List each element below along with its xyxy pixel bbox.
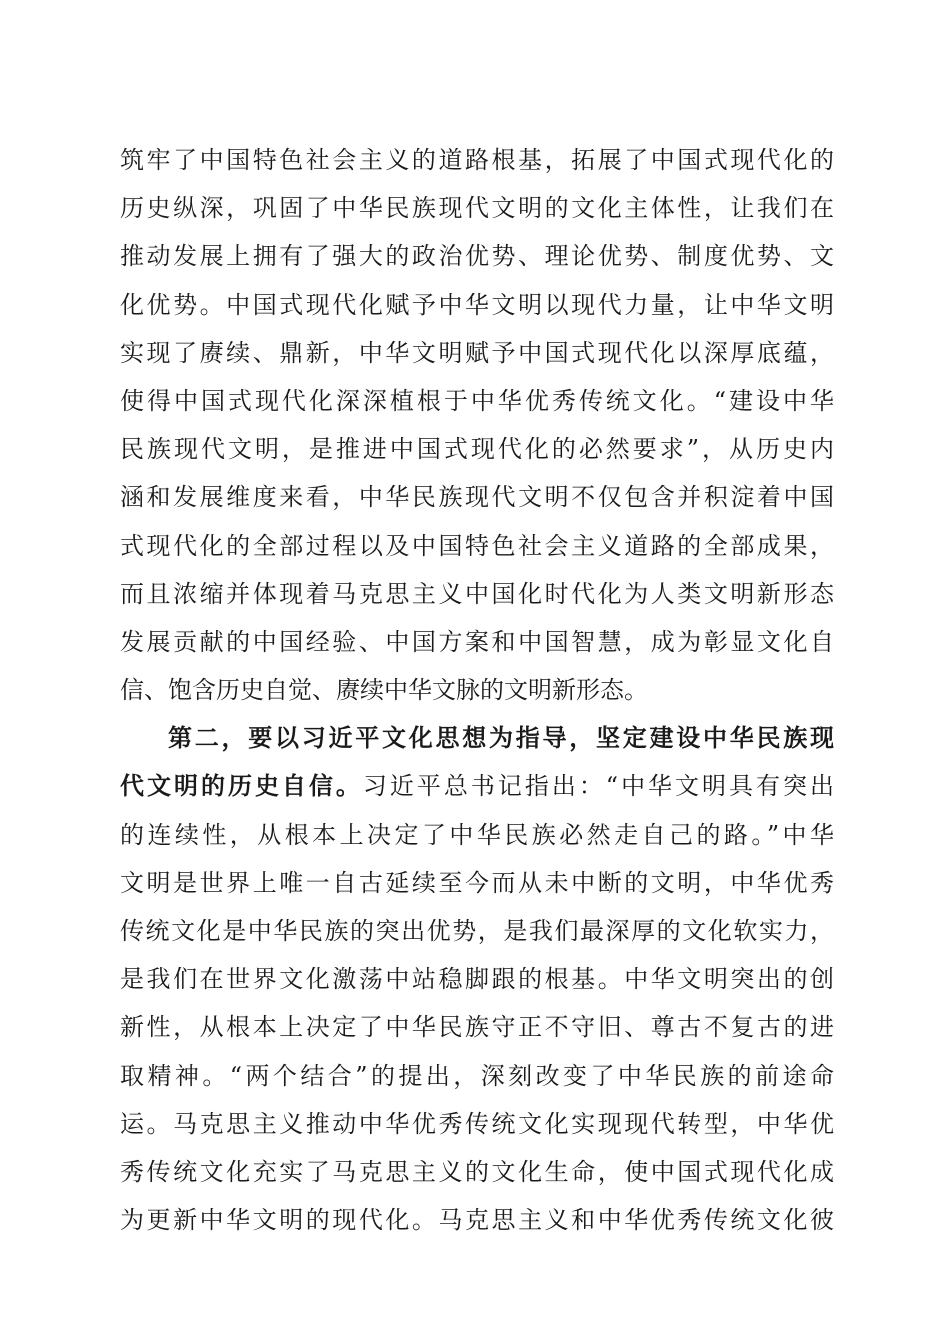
- text-line: 化优势。中国式现代化赋予中华文明以现代力量，让中华文明: [120, 290, 834, 319]
- text-line: 发展贡献的中国经验、中国方案和中国智慧，成为彰显文化自: [120, 627, 834, 656]
- text-line: 实现了赓续、鼎新，中华文明赋予中国式现代化以深厚底蕴，: [120, 338, 834, 367]
- text-line: 涵和发展维度来看，中华民族现代文明不仅包含并积淀着中国: [120, 483, 834, 512]
- paragraph-2: [120, 714, 834, 1244]
- text-line: 是我们在世界文化激荡中站稳脚跟的根基。中华文明突出的创: [120, 965, 834, 994]
- text-line: 秀传统文化充实了马克思主义的文化生命，使中国式现代化成: [120, 1157, 834, 1186]
- text-line: 传统文化是中华民族的突出优势，是我们最深厚的文化软实力，: [120, 917, 834, 945]
- text-line: 而且浓缩并体现着马克思主义中国化时代化为人类文明新形态: [120, 579, 834, 608]
- text-line: 运。马克思主义推动中华优秀传统文化实现现代转型，中华优: [120, 1109, 834, 1138]
- text-line: 新性，从根本上决定了中华民族守正不守旧、尊古不复古的进: [120, 1013, 834, 1042]
- text-line: 民族现代文明，是推进中国式现代化的必然要求”，从历史内: [120, 435, 834, 464]
- text-line: 信、饱含历史自觉、赓续中华文脉的文明新形态。: [120, 676, 648, 705]
- text-line: 的连续性，从根本上决定了中华民族必然走自己的路。”中华: [120, 820, 834, 849]
- document-body: [120, 136, 834, 1244]
- text-line: 历史纵深，巩固了中华民族现代文明的文化主体性，让我们在: [120, 194, 834, 223]
- text-line: 使得中国式现代化深深植根于中华优秀传统文化。“建设中华: [120, 386, 834, 415]
- paragraph-heading: 第二，要以习近平文化思想为指导，坚定建设中华民族现: [168, 724, 834, 753]
- text-line: 文明是世界上唯一自古延续至今而从未中断的文明，中华优秀: [120, 868, 834, 897]
- text-line: 取精神。“两个结合”的提出，深刻改变了中华民族的前途命: [120, 1061, 834, 1090]
- paragraph-heading-continued: 代文明的历史自信。: [120, 772, 363, 801]
- text-line: [120, 762, 834, 810]
- paragraph-1: [120, 136, 834, 714]
- text-line: 推动发展上拥有了强大的政治优势、理论优势、制度优势、文: [120, 242, 834, 271]
- text-line: 式现代化的全部过程以及中国特色社会主义道路的全部成果，: [120, 531, 834, 560]
- text-line-rest: 习近平总书记指出：“中华文明具有突出: [362, 772, 834, 801]
- text-line: 筑牢了中国特色社会主义的道路根基，拓展了中国式现代化的: [120, 146, 834, 174]
- text-line: 为更新中华文明的现代化。马克思主义和中华优秀传统文化彼: [120, 1206, 834, 1235]
